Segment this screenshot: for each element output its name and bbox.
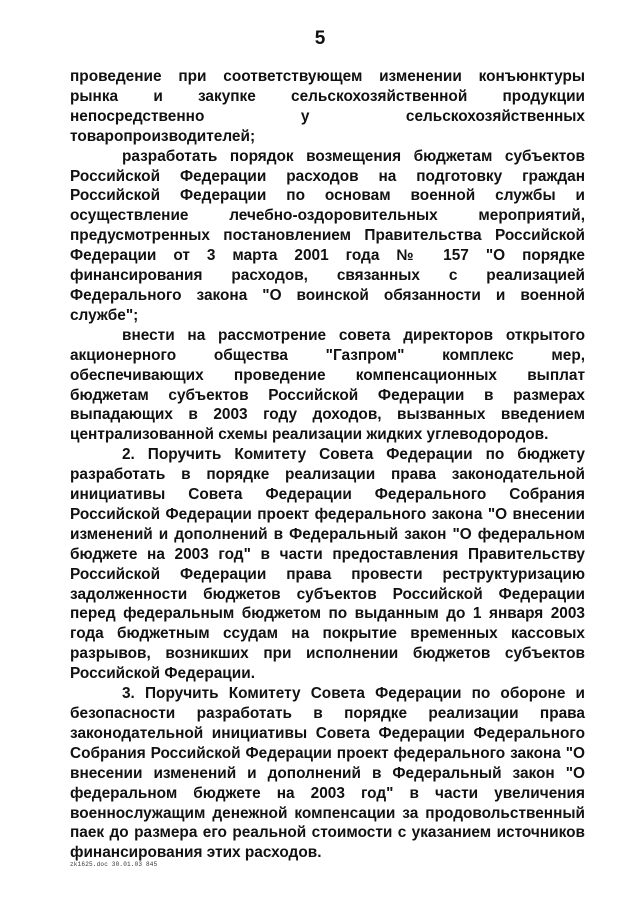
paragraph-item-2: 2. Поручить Комитету Совета Федерации по бюджету разработать в порядке реализации права законодательной инициативы Совета Федерации Федерального Собрания Российской Федерации проект федерального закона "О внесении изменений и дополнений в Федеральный закон "О федеральном бюджете на 2003 год" в части предоставления Правительству Российской Федерации права провести реструктуризацию задолженности бюджетов субъектов Российской Федерации перед федеральным бюджетом по выданным до 1 января 2003 года бюджетным ссудам на покрытие временных кассовых разрывов, возникших при исполнении бюджетов субъектов Российской Федерации. bbox=[70, 446, 585, 683]
paragraph-continuation: проведение при соответствующем изменении конъюнктуры рынка и закупке сельскохозяйственной продукции непосредственно у сельскохозяйственных товаропроизводителей; bbox=[70, 68, 585, 145]
paragraph-gazprom: внести на рассмотрение совета директоров открытого акционерного общества "Газпром" комплекс мер, обеспечивающих проведение компенсационных выплат бюджетам субъектов Российской Федерации в размерах выпадающих в 2003 году доходов, вызванных введением централизованной схемы реализации жидких углеводородов. bbox=[70, 326, 585, 444]
document-body bbox=[70, 67, 585, 863]
footer-file-code: zk1625.doc 30.01.03 845 bbox=[70, 861, 158, 868]
paragraph-item-3: 3. Поручить Комитету Совета Федерации по обороне и безопасности разработать в порядке реализации права законодательной инициативы Совета Федерации Федерального Собрания Российской Федерации проект федерального закона "О внесении изменений и дополнений в Федеральный закон "О федеральном бюджете на 2003 год" в части увеличения военнослужащим денежной компенсации за продовольственный паек до размера его реальной стоимости с указанием источников финансирования этих расходов. bbox=[70, 685, 585, 862]
page-number: 5 bbox=[314, 28, 326, 49]
paragraph-reimbursement: разработать порядок возмещения бюджетам субъектов Российской Федерации расходов на подготовку граждан Российской Федерации по основам военной службы и осуществление лечебно-оздоровительных мероприятий, предусмотренных постановлением Правительства Российской Федерации от 3 марта 2001 года № 157 "О порядке финансирования расходов, связанных с реализацией Федерального закона "О воинской обязанности и военной службе"; bbox=[70, 147, 585, 324]
